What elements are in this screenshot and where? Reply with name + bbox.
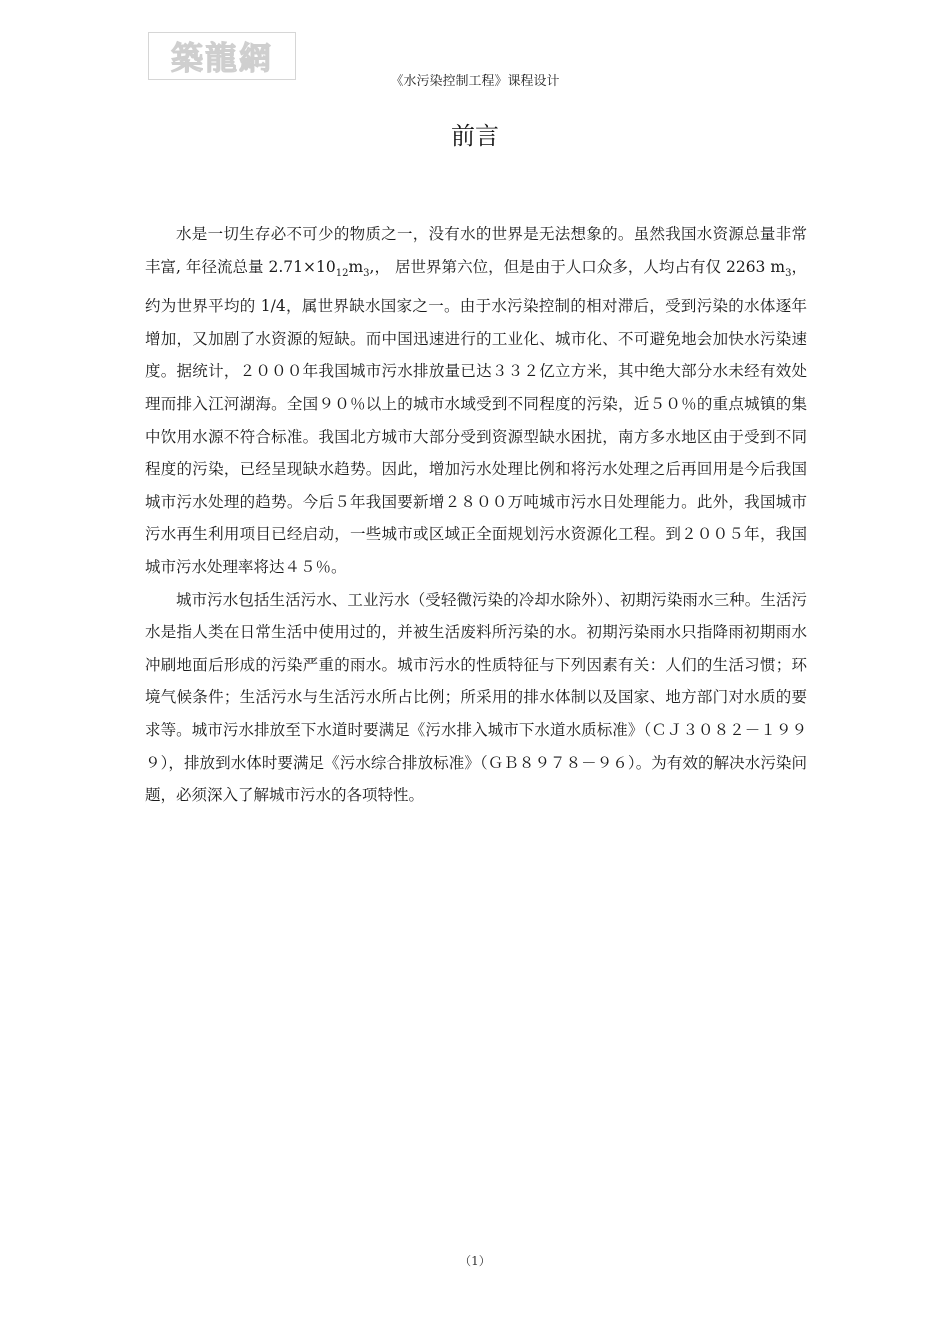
paragraph-1-text-a: 水是一切生存必不可少的物质之一，没有水的世界是无法想象的。虽然我国水资源总量非常丰富, 年径流总量 2.71×10 <box>145 225 807 276</box>
paragraph-1-text-c: ,， 居世界第六位，但是由于人口众多，人均占有仅 2263 m <box>369 257 786 276</box>
body-text <box>145 218 807 812</box>
paragraph-2: 城市污水包括生活污水、工业污水（受轻微污染的冷却水除外）、初期污染雨水三种。生活污水是指人类在日常生活中使用过的，并被生活废料所污染的水。初期污染雨水只指降雨初期雨水冲刷地面后形成的污染严重的雨水。城市污水的性质特征与下列因素有关：人们的生活习惯；环境气候条件；生活污水与生活污水所占比例；所采用的排水体制以及国家、地方部门对水质的要求等。城市污水排放至下水道时要满足《污水排入城市下水道水质标准》（ＣＪ３０８２－１９９９），排放到水体时要满足《污水综合排放标准》（ＧＢ８９７８－９６）。为有效的解决水污染问题，必须深入了解城市污水的各项特性。 <box>145 590 807 805</box>
watermark-logo: 築龍網 <box>148 32 296 80</box>
running-header: 《水污染控制工程》课程设计 <box>390 74 560 89</box>
exponent-12: 12 <box>335 267 349 279</box>
paragraph-1 <box>145 218 807 584</box>
exponent-3-second: 3 <box>785 267 792 279</box>
paragraph-1-text-b: m <box>348 257 364 276</box>
paragraph-1-text-d: ，约为世界平均的 1/4，属世界缺水国家之一。由于水污染控制的相对滞后，受到污染的水体逐年增加，又加剧了水资源的短缺。而中国迅速进行的工业化、城市化、不可避免地会加快水污染速度。据统计，２０００年我国城市污水排放量已达３３２亿立方米，其中绝大部分水未经有效处理而排入江河湖海。全国９０％以上的城市水域受到不同程度的污染，近５０％的重点城镇的集中饮用水源不符合标准。我国北方城市大部分受到资源型缺水困扰，南方多水地区由于受到不同程度的污染，已经呈现缺水趋势。因此，增加污水处理比例和将污水处理之后再回用是今后我国城市污水处理的趋势。今后５年我国要新增２８００万吨城市污水日处理能力。此外，我国城市污水再生利用项目已经启动，一些城市或区域正全面规划污水资源化工程。到２００５年，我国城市污水处理率将达４５％。 <box>145 257 807 577</box>
page-number: （1） <box>459 1254 491 1268</box>
page-title: 前言 <box>451 122 499 150</box>
exponent-3: 3 <box>363 267 370 279</box>
